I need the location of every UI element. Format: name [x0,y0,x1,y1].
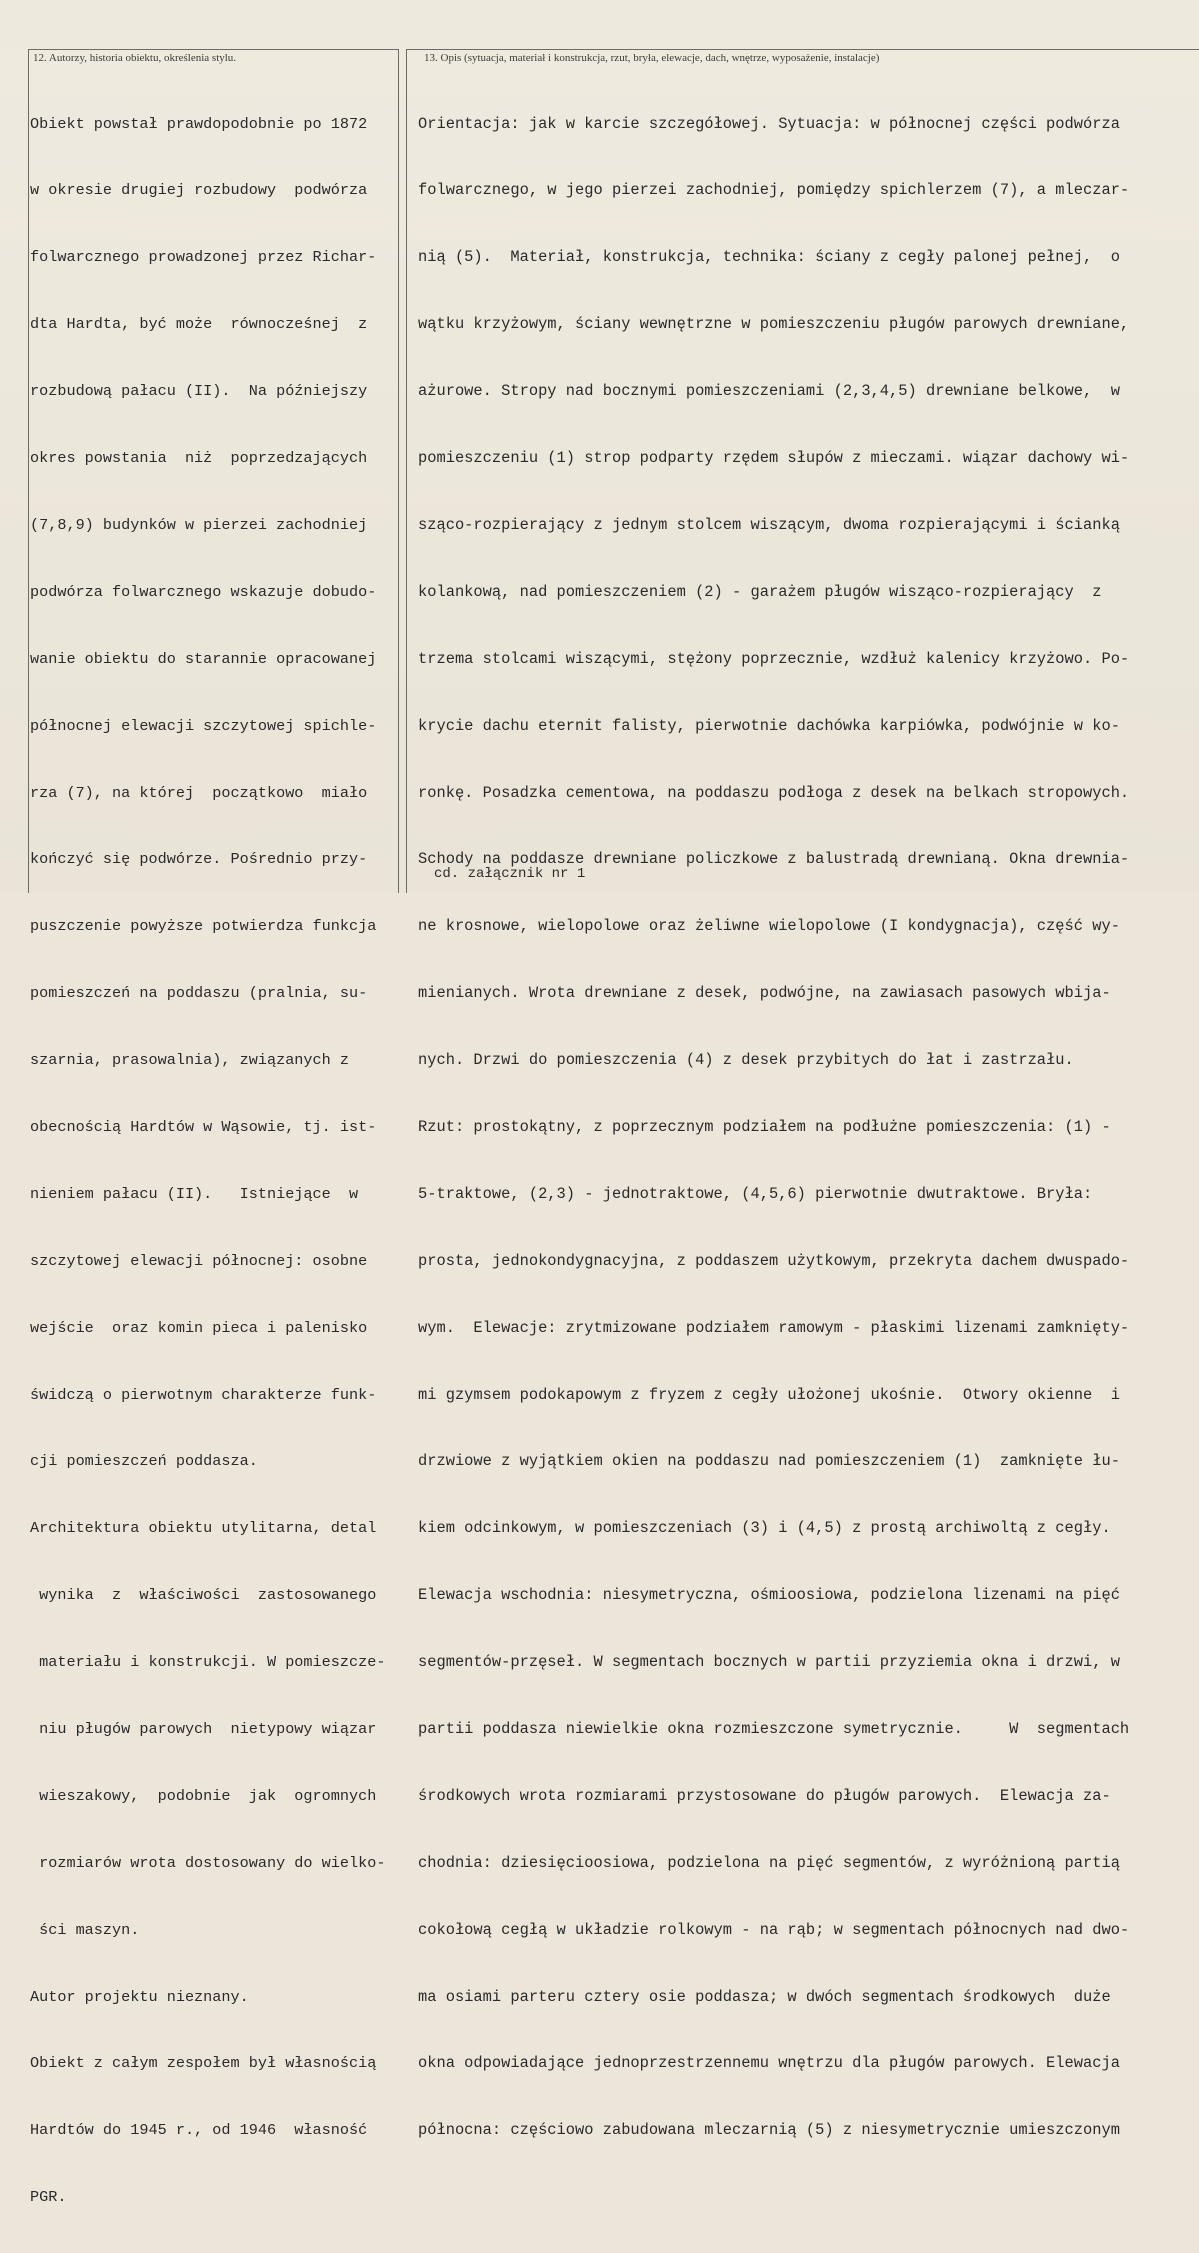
left-line: ści maszyn. [30,1920,140,1939]
left-line: dta Hardta, być może równocześnej z [30,315,368,334]
left-line: kończyć się podwórze. Pośrednio przy- [30,850,368,869]
right-line: pomieszczeniu (1) strop podparty rzędem słupów z mieczami. wiązar dachowy wi- [418,449,1130,468]
top-rule-left [28,49,398,50]
left-line: szczytowej elewacji północnej: osobne [30,1251,368,1270]
left-line: (7,8,9) budynków w pierzei zachodniej [30,515,368,534]
right-line: ne krosnowe, wielopolowe oraz żeliwne wielopolowe (I kondygnacja), część wy- [418,917,1120,936]
right-line: nią (5). Materiał, konstrukcja, technika: ściany z cegły palonej pełnej, o [418,248,1120,267]
column-divider-2 [406,49,407,893]
left-line: szarnia, prasowalnia), związanych z [30,1051,349,1070]
left-line: wejście oraz komin pieca i palenisko [30,1318,368,1337]
right-line: Rzut: prostokątny, z poprzecznym podziałem na podłużne pomieszczenia: (1) - [418,1117,1111,1136]
left-line: w okresie drugiej rozbudowy podwórza [30,181,368,200]
left-line: Autor projektu nieznany. [30,1987,249,2006]
right-column-header: 13. Opis (sytuacja, materiał i konstrukcja, rzut, bryła, elewacje, dach, wnętrze, wyposażenie, instalacje) [424,52,880,64]
left-line: puszczenie powyższe potwierdza funkcja [30,917,377,936]
right-line: folwarcznego, w jego pierzei zachodniej, pomiędzy spichlerzem (7), a mleczar- [418,181,1130,200]
left-line: okres powstania niż poprzedzających [30,449,368,468]
left-line: Architektura obiektu utylitarna, detal [30,1519,377,1538]
left-line: Obiekt z całym zespołem był własnością [30,2054,377,2073]
left-line: niu pługów parowych nietypowy wiązar [30,1719,377,1738]
left-line: wieszakowy, podobnie jak ogromnych [30,1786,377,1805]
left-border [28,49,29,893]
right-line: środkowych wrota rozmiarami przystosowane do pługów parowych. Elewacja za- [418,1786,1111,1805]
left-line: obecnością Hardtów w Wąsowie, tj. ist- [30,1117,377,1136]
left-line: podwórza folwarcznego wskazuje dobudo- [30,582,377,601]
left-line: wynika z właściwości zastosowanego [30,1586,377,1605]
left-column-text [30,68,396,2253]
left-line: rza (7), na której początkowo miało [30,783,368,802]
continuation-note: cd. załącznik nr 1 [434,866,586,882]
left-line: wanie obiektu do starannie opracowanej [30,649,377,668]
right-line: ażurowe. Stropy nad bocznymi pomieszczeniami (2,3,4,5) drewniane belkowe, w [418,382,1120,401]
left-line: Obiekt powstał prawdopodobnie po 1872 [30,114,368,133]
right-line: ma osiami parteru cztery osie poddasza; w dwóch segmentach środkowych duże [418,1987,1111,2006]
right-line: Orientacja: jak w karcie szczegółowej. Sytuacja: w północnej części podwórza [418,114,1120,133]
right-line: Schody na poddasze drewniane policzkowe z balustradą drewnianą. Okna drewnia- [418,850,1130,869]
right-line: kolankową, nad pomieszczeniem (2) - garażem pługów wisząco-rozpierający z [418,582,1102,601]
left-line: północnej elewacji szczytowej spichle- [30,716,377,735]
left-line: folwarcznego prowadzonej przez Richar- [30,248,377,267]
right-line: segmentów-przęseł. W segmentach bocznych w partii przyziemia okna i drzwi, w [418,1653,1120,1672]
right-line: wątku krzyżowym, ściany wewnętrzne w pomieszczeniu pługów parowych drewniane, [418,315,1130,334]
right-line: cokołową cegłą w układzie rolkowym - na rąb; w segmentach północnych nad dwo- [418,1920,1130,1939]
left-line: świdczą o pierwotnym charakterze funk- [30,1385,377,1404]
left-line: nieniem pałacu (II). Istniejące w [30,1184,359,1203]
left-line: cji pomieszczeń poddasza. [30,1452,258,1471]
column-divider-1 [398,49,399,893]
right-column-text [418,68,1198,2186]
right-line: Elewacja wschodnia: niesymetryczna, ośmioosiowa, podzielona lizenami na pięć [418,1586,1120,1605]
top-margin [0,0,1199,48]
right-line: chodnia: dziesięcioosiowa, podzielona na pięć segmentów, z wyróżnioną partią [418,1853,1120,1872]
left-line: PGR. [30,2188,67,2207]
right-line: ronkę. Posadzka cementowa, na poddaszu podłoga z desek na belkach stropowych. [418,783,1130,802]
left-column-header: 12. Autorzy, historia obiektu, określenia stylu. [33,52,237,64]
right-line: kiem odcinkowym, w pomieszczeniach (3) i (4,5) z prostą archiwoltą z cegły. [418,1519,1111,1538]
left-line: rozmiarów wrota dostosowany do wielko- [30,1853,386,1872]
left-line: Hardtów do 1945 r., od 1946 własność [30,2121,368,2140]
right-line: trzema stolcami wiszącymi, stężony poprzecznie, wzdłuż kalenicy krzyżowo. Po- [418,649,1130,668]
right-line: 5-traktowe, (2,3) - jednotraktowe, (4,5,6) pierwotnie dwutraktowe. Bryła: [418,1184,1093,1203]
left-line: rozbudową pałacu (II). Na późniejszy [30,382,368,401]
left-line: pomieszczeń na poddaszu (pralnia, su- [30,984,368,1003]
right-line: sząco-rozpierający z jednym stolcem wiszącym, dwoma rozpierającymi i ścianką [418,515,1120,534]
right-line: mienianych. Wrota drewniane z desek, podwójne, na zawiasach pasowych wbija- [418,984,1111,1003]
right-line: wym. Elewacje: zrytmizowane podziałem ramowym - płaskimi lizenami zamknięty- [418,1318,1130,1337]
left-line: materiału i konstrukcji. W pomieszcze- [30,1653,386,1672]
right-line: nych. Drzwi do pomieszczenia (4) z desek przybitych do łat i zastrzału. [418,1051,1074,1070]
right-line: mi gzymsem podokapowym z fryzem z cegły ułożonej ukośnie. Otwory okienne i [418,1385,1120,1404]
right-line: prosta, jednokondygnacyjna, z poddaszem użytkowym, przekryta dachem dwuspado- [418,1251,1130,1270]
top-rule-right [406,49,1199,50]
right-line: okna odpowiadające jednoprzestrzennemu wnętrzu dla pługów parowych. Elewacja [418,2054,1120,2073]
right-line: drzwiowe z wyjątkiem okien na poddaszu nad pomieszczeniem (1) zamknięte łu- [418,1452,1120,1471]
right-line: krycie dachu eternit falisty, pierwotnie dachówka karpiówka, podwójnie w ko- [418,716,1120,735]
right-line: partii poddasza niewielkie okna rozmieszczone symetrycznie. W segmentach [418,1719,1130,1738]
right-line: północna: częściowo zabudowana mleczarnią (5) z niesymetrycznie umieszczonym [418,2121,1120,2140]
